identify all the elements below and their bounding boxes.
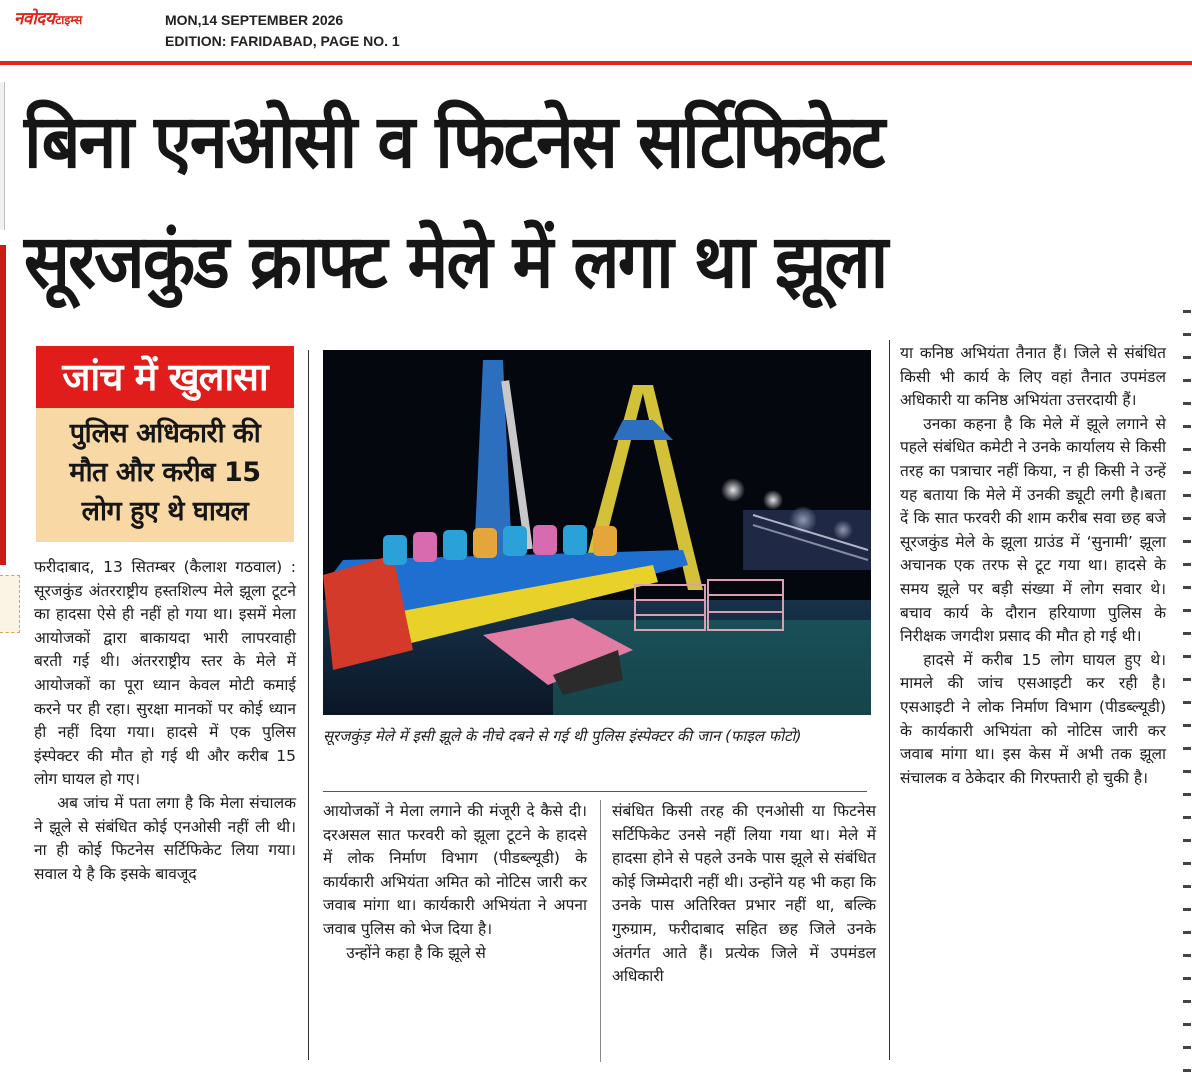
column-divider [308, 350, 309, 1060]
column-divider [889, 340, 890, 1060]
logo-main-text: नवोदय [14, 9, 55, 29]
article-column-3 [612, 800, 876, 989]
subhead-line-3: लोग हुए थे घायल [81, 496, 249, 527]
paragraph: उनका कहना है कि मेले में झूले लगाने से पहले संबंधित कमेटी ने उनके कार्यालय से किसी तरह का पत्राचार नहीं किया, न ही किसी ने उन्हें यह बताया कि मेले में उनकी ड्यूटी लगी है।बता दें कि सात फरवरी की शाम करीब सवा छह बजे सूरजकुंड मेले के झूला ग्राउंड में ‘सुनामी’ झूला अचानक एक तरफ से टूट गया था। हादसे के समय झूले पर बड़ी संख्या में लोग सवार थे। बचाव कार्य के दौरान हरियाणा पुलिस के निरीक्षक जगदीश प्रसाद की मौत हो गई थी। [900, 414, 1166, 646]
dateline [165, 10, 400, 52]
issue-date: MON,14 SEPTEMBER 2026 [165, 12, 344, 28]
adjacent-page-edge [1181, 310, 1192, 1070]
column-divider [600, 800, 601, 1062]
paragraph: या कनिष्ठ अभियंता तैनात हैं। जिले से संबंधित किसी भी कार्य के लिए वहां तैनात उपमंडल अधिकारी या कनिष्ठ अभियंता उत्तरदायी हैं। [900, 344, 1166, 410]
paragraph: हादसे में करीब 15 लोग घायल हुए थे। मामले की जांच एसआइटी कर रही है। एसआइटी ने लोक निर्माण विभाग (पीडब्ल्यूडी) के कार्यकारी अभियंता को नोटिस जारी कर जवाब मांगा था। इस केस में अभी तक झूला संचालक व ठेकेदार की गिरफ्तारी हो चुकी है। [900, 650, 1166, 787]
page-edge-strip [0, 82, 5, 230]
newspaper-logo[interactable] [14, 6, 82, 36]
subhead-line-1: पुलिस अधिकारी की [69, 418, 261, 449]
paragraph: फरीदाबाद, 13 सितम्बर (कैलाश गठवाल) : सूरजकुंड अंतरराष्ट्रीय हस्तशिल्प मेले झूला टूटने का हादसा ऐसे ही नहीं हो गया था। इसमें मेला आयोजकों द्वारा बाकायदा भारी लापरवाही बरती गई थी। अंतरराष्ट्रीय स्तर के मेले में आयोजकों का पूरा ध्यान केवल मोटी कमाई करने पर ही रहा। सुरक्षा मानकों पर कोई ध्यान ही नहीं दिया गया। हादसे में एक पुलिस इंस्पेक्टर की मौत हो गई थी और करीब 15 लोग घायल हो गए। [34, 558, 296, 789]
article-column-2 [323, 800, 587, 965]
paragraph: अब जांच में पता लगा है कि मेला संचालक ने झूले से संबंधित कोई एनओसी नहीं ली थी। ना ही कोई फिटनेस सर्टिफिकेट लिया गया। सवाल ये है कि इसके बावजूद [34, 793, 296, 883]
article-column-4 [900, 342, 1166, 790]
paragraph: आयोजकों ने मेला लगाने की मंजूरी दे कैसे दी। दरअसल सात फरवरी को झूला टूटने के हादसे में लोक निर्माण विभाग (पीडब्ल्यूडी) के कार्यकारी अभियंता अमित को नोटिस जारी कर जवाब मांगा था। कार्यकारी अभियंता ने अपना जवाब पुलिस को भेज दिया है। [323, 802, 587, 938]
kicker-label: जांच में खुलासा [36, 346, 294, 408]
headline-line-2: सूरजकुंड क्राफ्ट मेले में लगा था झूला [24, 219, 887, 305]
paragraph: संबंधित किसी तरह की एनओसी या फिटनेस सर्टिफिकेट उनसे नहीं लिया गया था। मेले में हादसा होने से पहले उनके पास झूले से संबंधित कोई जिम्मेदारी नहीं थी। उन्होंने यह भी कहा कि उनके पास अतिरिक्त प्रभार नहीं था, बल्कि गुरुग्राम, फरीदाबाद सहित छह जिले उनके अंतर्गत आते हैं। प्रत्येक जिले में उपमंडल अधिकारी [612, 802, 876, 986]
headline [24, 82, 1091, 322]
caption-divider [323, 791, 867, 792]
paragraph: उन्होंने कहा है कि झूले से [346, 943, 486, 962]
article-column-1 [34, 556, 296, 886]
masthead-divider [0, 61, 1192, 65]
swing-ride-illustration [323, 350, 871, 715]
edition-info: EDITION: FARIDABAD, PAGE NO. 1 [165, 33, 400, 49]
headline-line-1: बिना एनओसी व फिटनेस सर्टिफिकेट [24, 99, 884, 185]
page-edge-red-bar [0, 245, 6, 565]
logo-sub-text: टाइम्स [55, 13, 83, 27]
page-edge-box [0, 575, 20, 633]
news-photo[interactable] [323, 350, 871, 715]
photo-caption: सूरजकुंड़ मेले में इसी झूले के नीचे दबने से गई थी पुलिस इंस्पेक्टर की जान (फाइल फोटो) [323, 727, 802, 745]
masthead [0, 0, 1192, 64]
subhead-line-2: मौत और करीब 15 [69, 457, 261, 488]
kicker-subhead [36, 408, 294, 542]
